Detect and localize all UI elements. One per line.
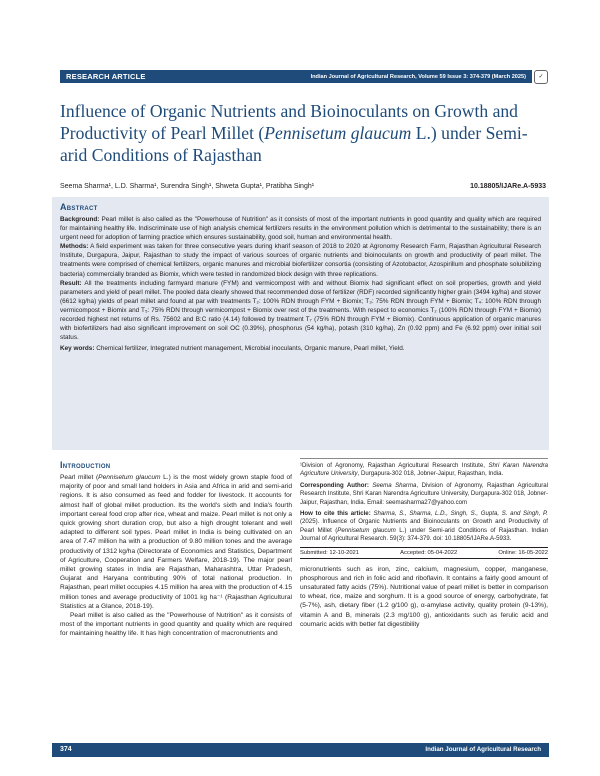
footnote-divider: [300, 458, 548, 459]
footer-bar: [52, 743, 549, 757]
header-bar: [60, 70, 532, 83]
abstract-background: Background: Pearl millet is also called as the "Powerhouse of Nutrition" as it consists of most of the important nutrients in good quantity and quality which are required for maintaining healthy life. Indiscriminate use of high analysis chemical fertilizers results in the environment pollution which is detrimental to the sustainability; there is an urgent need for adoption of farming practice which ensures sustainability, good soil, human and environmental health.: [60, 216, 542, 242]
intro-paragraph-3: micronutrients such as iron, zinc, calcium, magnesium, copper, manganese, phosphorous and rich in folic acid and riboflavin. It contains a fairly good amount of unsaturated fatty acids (75%). Nutritional value of pearl millet is better in comparison to wheat, rice, maize and sorghum. It is a good source of energy, carbohydrate, fat (5-7%), ash, dietary fiber (1.2 g/100 g), α-amylase activity, quality protein (9-13%), vitamin A and B, minerals (2.3 mg/100 g), antioxidants such as ferulic acid and coumaric acids with better fat digestibility: [300, 565, 548, 628]
article-type-tag: RESEARCH ARTICLE: [66, 72, 146, 81]
right-column: [300, 458, 548, 629]
intro-paragraph-1: Pearl millet (Pennisetum glaucum L.) is the most widely grown staple food of majority of poor and small land holders in Asia and Africa in arid and semi-arid regions. It is also consumed as feed and fodder for livestock. It accounts for almost half of global millet production. Its the world's sixth and India's fourth important cereal food crop after rice, wheat and maize. Pearl millet is not only a quick growing short duration crop, but also a high drought tolerant and well adapted to different soil types. Pearl millet in India is being cultivated on an area of 7.47 million ha with a production of 9.80 million tones and the average productivity of 1312 kg/ha (Directorate of Economics and Statistics, Department of Agriculture, Cooperation and Farmers Welfare, 2018-19). The major pearl millet growing states in India are Rajasthan, Maharashtra, Uttar Pradesh, Gujarat and Haryana contributing 90% of total national production. In Rajasthan, pearl millet occupies 4.15 million ha area with the production of 4.15 million tones and average productivity of 1001 kg ha⁻¹ (Rajasthan Agricultural Statistics at a Glance, 2018-19).: [60, 474, 293, 610]
doi[interactable]: 10.18805/IJARe.A-5933: [470, 183, 546, 190]
left-column: [60, 458, 292, 639]
citation-note: How to cite this article: Sharma, S., Sharma, L.D., Singh, S., Gupta, S. and Singh, P. (2025). Influence of Organic Nutrients and Bioinoculants on Growth and Productivity of Pearl Millet (Pennisetum glaucum L.) under Semi-arid Conditions of Rajasthan. Indian Journal of Agricultural Research. 59(3): 374-379. doi: 10.18805/IJARe.A-5933.: [300, 510, 548, 543]
page-number: 374: [60, 746, 72, 753]
author-list: Seema Sharma¹, L.D. Sharma¹, Surendra Singh¹, Shweta Gupta¹, Pratibha Singh¹: [60, 183, 315, 190]
affiliation-note: ¹Division of Agronomy, Rajasthan Agricultural Research Institute, Shri Karan Narendra Agriculture University, Durgapura-302 018, Jobner-Jaipur, Rajasthan, India.: [300, 462, 549, 478]
abstract-box: [52, 197, 549, 450]
online-date: Online: 16-05-2022: [498, 549, 548, 556]
corresponding-author: Corresponding Author: Seema Sharma, Division of Agronomy, Rajasthan Agricultural Research Institute, Shri Karan Narendra Agriculture University, Durgapura-302 018, Jobner-Jaipur, Rajasthan, India. Email: seemasharma27@yahoo.com: [300, 481, 549, 506]
crossmark-icon[interactable]: ✓: [534, 70, 548, 84]
journal-reference: Indian Journal of Agricultural Research, Volume 59 Issue 3: 374-379 (March 2025): [310, 73, 526, 80]
abstract-methods: Methods: A field experiment was taken for three consecutive years during kharif season of 2018 to 2020 at Agronomy Research Farm, Rajasthan Agricultural Research Institute, Durgapura, Jaipur, Rajasthan to study the impact of various sources of organic nutrients and bioinoculants on growth and productivity of pearl millet. The treatments were comprised of chemical fertilizers, organic manures and microbial biofertilizer consortia (consisting of Azotobactor, Azospirillum and phosphate solubilizing bacteria) commercially branded as Biomix, which were tested in randomized block design with three replications.: [60, 243, 541, 278]
abstract-result: Result: All the treatments including farmyard manure (FYM) and vermicompost with and without Biomix had significant effect on soil properties, growth and yield parameters and yield of pearl millet. The pooled data clearly showed that recommended dose of fertilizer (RDF) recorded significantly higher grain (3494 kg/ha) and stover (6612 kg/ha) yields of pearl millet and found at par with treatments T₂: 100% RDN through FYM + Biomix; T₃: 75% RDN through FYM + Biomix; T₄: 100% RDN through vermicompost + Biomix and T₅: 75% RDN through vermicompost + Biomix over rest of the treatments. With respect to economics T₂ (100% RDN through FYM + Biomix) recorded highest net returns of Rs. 75602 and B:C ratio (4.14) followed by treatment T₇ (75% RDN through FYM + Biomix). Continuous application of organic manures with biofertilizers had also significant improvement on soil OC (0.39%), phosphorus (54 kg/ha), potash (310 kg/ha), Zn (0.92 ppm) and Fe (6.92 ppm) over initial soil status.: [60, 279, 541, 342]
submitted-date: Submitted: 12-10-2021: [300, 549, 359, 556]
abstract-heading: Abstract: [60, 202, 98, 212]
introduction-heading: Introduction: [60, 460, 111, 470]
article-dates: [300, 547, 548, 559]
keywords: Key words: Chemical fertilizer, Integrated nutrient management, Microbial inoculants, Organic manure, Pearl millet, Yield.: [60, 345, 405, 353]
article-title: Influence of Organic Nutrients and Bioinoculants on Growth and Productivity of Pearl Millet (Pennisetum glaucum L.) under Semi-arid Conditions of Rajasthan: [60, 101, 528, 165]
intro-paragraph-2: Pearl millet is also called as the "Powerhouse of Nutrition" as it consists of most of the important nutrients in good quantity and quality which are required for maintaining healthy life. It has high concentration of macronutrients and: [60, 612, 292, 638]
footer-journal-name: Indian Journal of Agricultural Research: [425, 746, 541, 753]
accepted-date: Accepted: 05-04-2022: [400, 549, 458, 556]
